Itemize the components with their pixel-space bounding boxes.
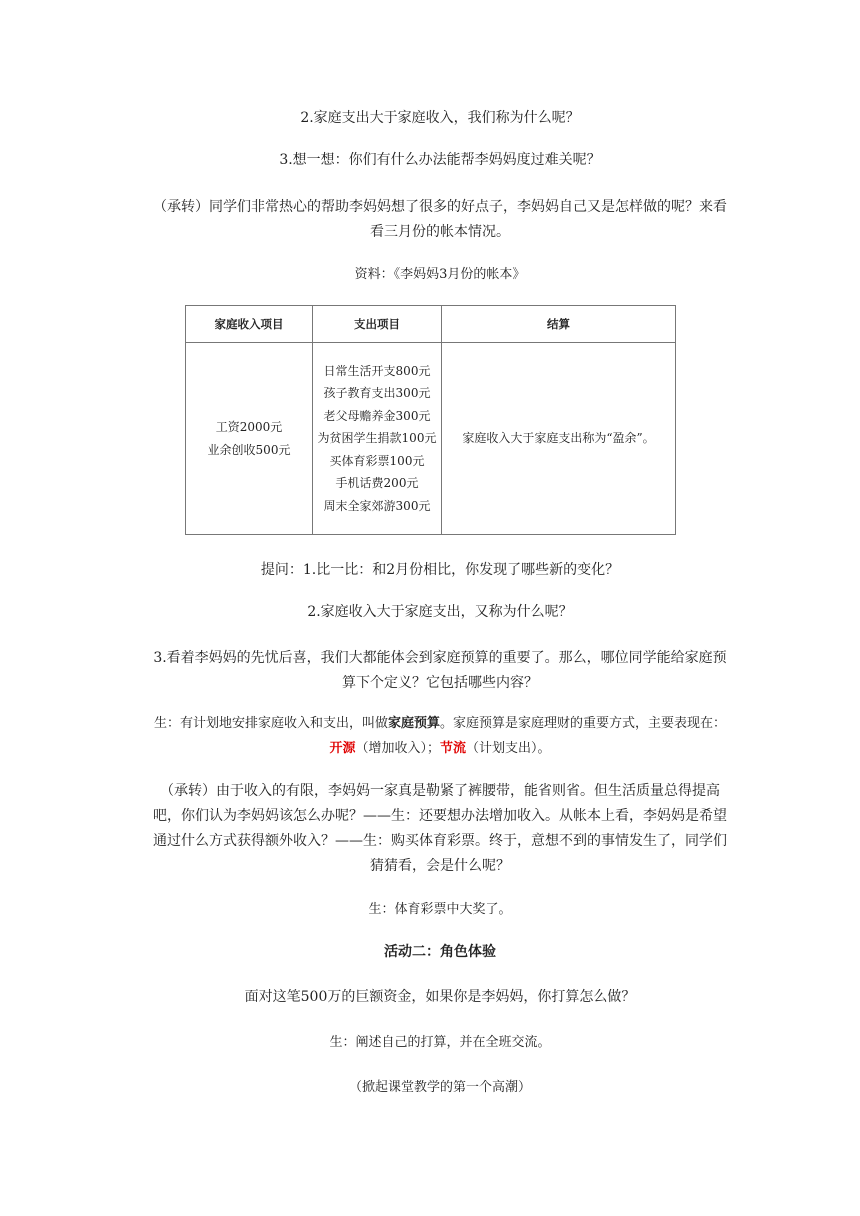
answer-part-2: 。家庭预算是家庭理财的重要方式，主要表现在： [440, 716, 727, 731]
header-income: 家庭收入项目 [186, 306, 313, 343]
expense-cell [313, 343, 442, 535]
question2-1: 提问：1.比一比：和2月份相比，你发现了哪些新的变化？ [260, 562, 620, 578]
ledger-table [185, 305, 676, 535]
transition-paragraph-1: （承转）同学们非常热心的帮助李妈妈想了很多的好点子，李妈妈自己又是怎样做的呢？来看看三月份的帐本情况。 [153, 199, 727, 240]
ledger-header-row [186, 306, 676, 343]
expense-item: 日常生活开支800元 [323, 363, 431, 378]
activity-question: 面对这笔500万的巨额资金，如果你是李妈妈，你打算怎么做？ [244, 989, 636, 1005]
material-caption: 资料：《李妈妈3月份的帐本》 [354, 267, 526, 282]
expense-item: 买体育彩票100元 [329, 453, 425, 468]
question2-3: 3.看着李妈妈的先忧后喜，我们大都能体会到家庭预算的重要了。那么，哪位同学能给家庭预算下个定义？它包括哪些内容？ [153, 650, 727, 691]
result-cell: 家庭收入大于家庭支出称为“盈余”。 [442, 343, 676, 535]
header-result: 结算 [442, 306, 676, 343]
answer-part-1: 生：有计划地安排家庭收入和支出，叫做 [153, 716, 388, 731]
kaiyuan-term: 开源 [329, 741, 356, 756]
transition-paragraph-2: （承转）由于收入的有限，李妈妈一家真是勒紧了裤腰带，能省则省。但生活质量总得提高吧，你们认为李妈妈该怎么办呢？——生：还要想办法增加收入。从帐本上看，李妈妈是希望通过什么方式获得额外收入？——生：购买体育彩票。终于，意想不到的事情发生了，同学们猜猜看，会是什么呢？ [153, 783, 727, 874]
expense-item: 周末全家郊游300元 [323, 498, 431, 513]
kaiyuan-note: （增加收入）； [355, 741, 440, 756]
jieliu-note: （计划支出）。 [466, 741, 551, 756]
expense-item: 老父母赡养金300元 [323, 408, 431, 423]
jieliu-term: 节流 [440, 741, 467, 756]
answer-term: 家庭预算 [387, 716, 440, 731]
student-action: 生：阐述自己的打算，并在全班交流。 [329, 1035, 551, 1050]
lottery-answer: 生：体育彩票中大奖了。 [368, 902, 512, 917]
header-expense: 支出项目 [313, 306, 442, 343]
expense-item: 手机话费200元 [335, 476, 419, 491]
student-answer [150, 711, 730, 761]
question2-2: 2.家庭收入大于家庭支出，又称为什么呢？ [307, 604, 573, 620]
ledger-body-row [186, 343, 676, 535]
expense-item: 为贫困学生捐款100元 [317, 431, 437, 446]
question-3: 3.想一想：你们有什么办法能帮李妈妈度过难关呢？ [279, 152, 601, 168]
question-2: 2.家庭支出大于家庭收入，我们称为什么呢？ [300, 110, 580, 126]
expense-item: 孩子教育支出300元 [323, 386, 431, 401]
income-item: 工资2000元 [215, 420, 283, 434]
climax-note: （掀起课堂教学的第一个高潮） [348, 1080, 531, 1095]
income-cell [186, 343, 313, 535]
activity-title: 活动二：角色体验 [384, 944, 496, 960]
income-item: 业余创收500元 [207, 442, 291, 457]
